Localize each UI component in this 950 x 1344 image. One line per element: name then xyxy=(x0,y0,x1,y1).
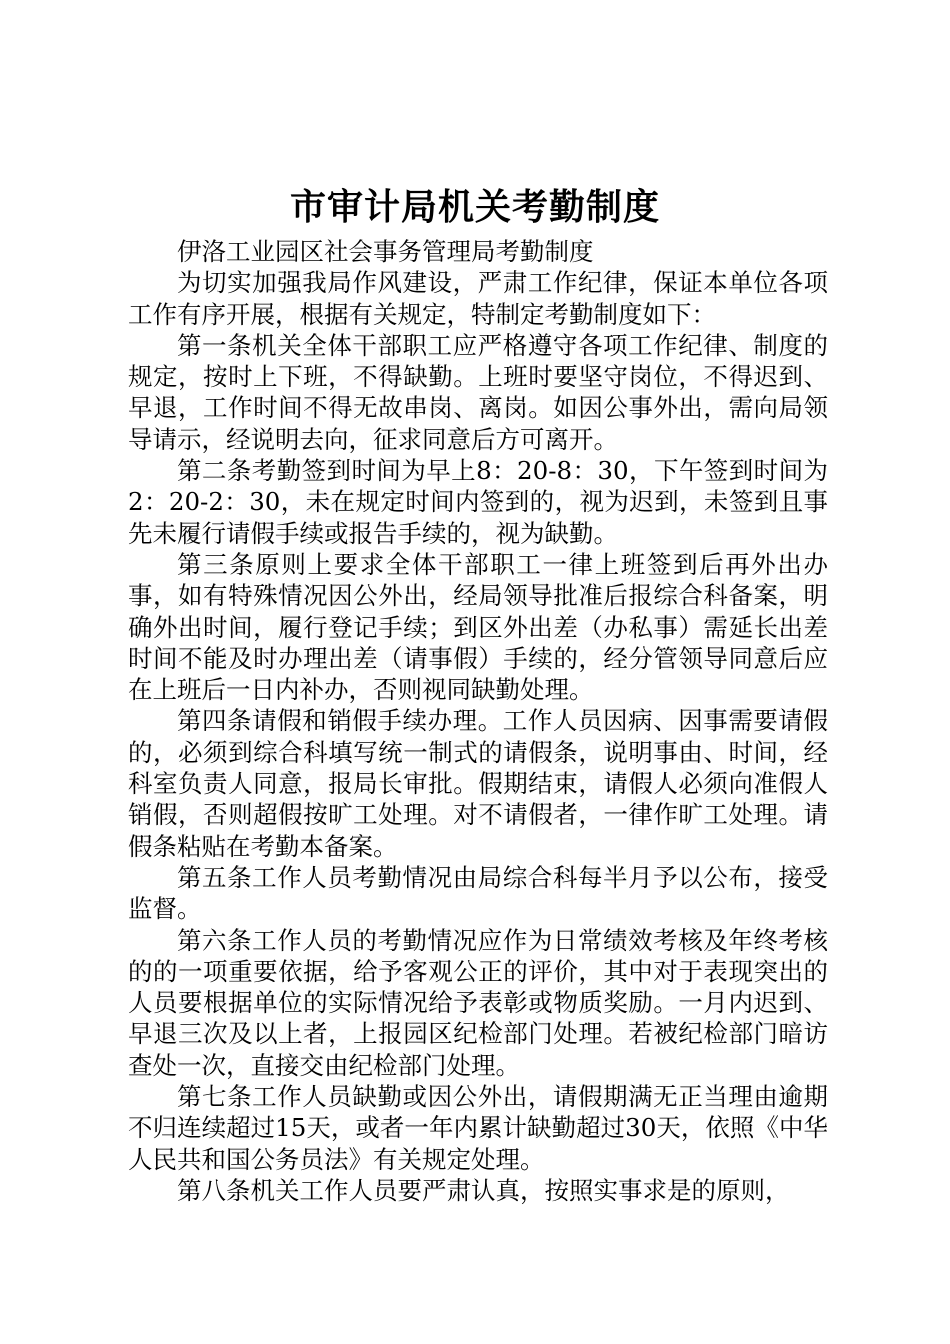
document-body xyxy=(128,236,828,1206)
paragraph-article-2: 第二条考勤签到时间为早上8：20-8：30，下午签到时间为2：20-2：30，未在规定时间内签到的，视为迟到，未签到且事先未履行请假手续或报告手续的，视为缺勤。 xyxy=(128,456,828,548)
paragraph-article-3: 第三条原则上要求全体干部职工一律上班签到后再外出办事，如有特殊情况因公外出，经局领导批准后报综合科备案，明确外出时间，履行登记手续；到区外出差（办私事）需延长出差时间不能及时办理出差（请事假）手续的，经分管领导同意后应在上班后一日内补办，否则视同缺勤处理。 xyxy=(128,549,828,705)
paragraph-article-1: 第一条机关全体干部职工应严格遵守各项工作纪律、制度的规定，按时上下班，不得缺勤。上班时要坚守岗位，不得迟到、早退，工作时间不得无故串岗、离岗。如因公事外出，需向局领导请示，经说明去向，征求同意后方可离开。 xyxy=(128,330,828,454)
paragraph-article-7: 第七条工作人员缺勤或因公外出，请假期满无正当理由逾期不归连续超过15天，或者一年内累计缺勤超过30天，依照《中华人民共和国公务员法》有关规定处理。 xyxy=(128,1082,828,1174)
paragraph-subtitle: 伊洛工业园区社会事务管理局考勤制度 xyxy=(177,237,594,266)
paragraph-article-6: 第六条工作人员的考勤情况应作为日常绩效考核及年终考核的的一项重要依据，给予客观公正的评价，其中对于表现突出的人员要根据单位的实际情况给予表彰或物质奖励。一月内迟到、早退三次及以上者，上报园区纪检部门处理。若被纪检部门暗访查处一次，直接交由纪检部门处理。 xyxy=(128,925,828,1080)
paragraph-intro: 为切实加强我局作风建设，严肃工作纪律，保证本单位各项工作有序开展，根据有关规定，特制定考勤制度如下： xyxy=(128,268,828,329)
paragraph-article-4: 第四条请假和销假手续办理。工作人员因病、因事需要请假的，必须到综合科填写统一制式的请假条，说明事由、时间，经科室负责人同意，报局长审批。假期结束，请假人必须向准假人销假，否则超假按旷工处理。对不请假者，一律作旷工处理。请假条粘贴在考勤本备案。 xyxy=(128,706,828,861)
paragraph-article-8: 第八条机关工作人员要严肃认真，按照实事求是的原则， xyxy=(177,1175,790,1205)
paragraph-article-5: 第五条工作人员考勤情况由局综合科每半月予以公布，接受监督。 xyxy=(128,862,828,924)
document-title: 市审计局机关考勤制度 xyxy=(289,187,660,228)
